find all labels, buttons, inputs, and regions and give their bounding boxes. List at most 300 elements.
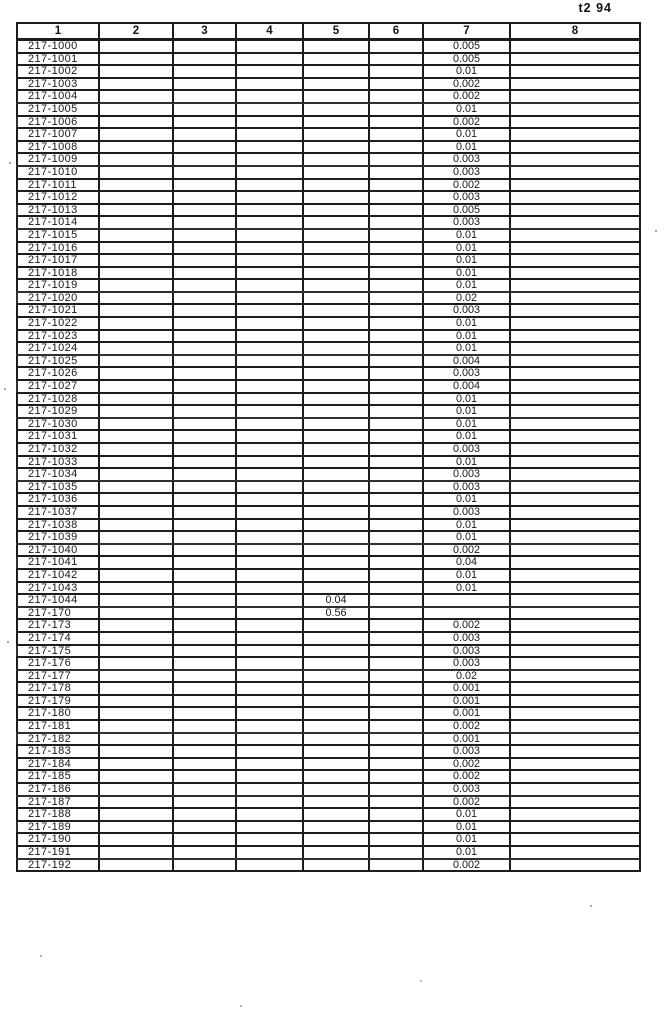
row-id-cell: 217-1028 [17, 393, 99, 406]
table-row [17, 821, 640, 834]
row-id-cell: 217-1005 [17, 103, 99, 116]
data-cell [236, 594, 303, 607]
table-row [17, 405, 640, 418]
data-cell [99, 783, 173, 796]
data-cell [369, 65, 423, 78]
data-cell [510, 733, 640, 746]
table-header-row [17, 23, 640, 40]
data-cell [99, 317, 173, 330]
data-cell [99, 833, 173, 846]
data-cell: 0.003 [423, 632, 510, 645]
data-cell [236, 670, 303, 683]
row-id-cell: 217-1010 [17, 166, 99, 179]
data-cell [173, 506, 236, 519]
data-cell [236, 720, 303, 733]
data-cell [236, 758, 303, 771]
data-cell [303, 619, 369, 632]
data-cell [369, 317, 423, 330]
data-cell [236, 796, 303, 809]
data-cell [369, 456, 423, 469]
data-cell [173, 393, 236, 406]
data-cell [99, 103, 173, 116]
row-id-cell: 217-1025 [17, 355, 99, 368]
data-cell [369, 128, 423, 141]
data-cell [173, 330, 236, 343]
data-cell [99, 330, 173, 343]
data-cell: 0.01 [423, 430, 510, 443]
data-cell [99, 720, 173, 733]
data-cell [369, 179, 423, 192]
data-cell [173, 770, 236, 783]
data-cell [510, 783, 640, 796]
data-cell [173, 745, 236, 758]
table-row [17, 330, 640, 343]
data-cell [510, 103, 640, 116]
data-cell [303, 393, 369, 406]
data-cell: 0.002 [423, 758, 510, 771]
data-cell [510, 65, 640, 78]
data-cell [369, 544, 423, 557]
data-cell [303, 242, 369, 255]
data-cell [173, 166, 236, 179]
data-cell [173, 179, 236, 192]
data-cell: 0.002 [423, 116, 510, 129]
data-cell [236, 544, 303, 557]
row-id-cell: 217-1015 [17, 229, 99, 242]
table-row [17, 141, 640, 154]
data-cell [99, 544, 173, 557]
data-cell [510, 707, 640, 720]
data-cell [236, 292, 303, 305]
row-id-cell: 217-188 [17, 808, 99, 821]
row-id-cell: 217-181 [17, 720, 99, 733]
data-cell [99, 116, 173, 129]
data-cell [369, 733, 423, 746]
data-cell [173, 430, 236, 443]
data-cell [369, 304, 423, 317]
row-id-cell: 217-177 [17, 670, 99, 683]
data-cell: 0.001 [423, 733, 510, 746]
data-cell [369, 833, 423, 846]
data-cell: 0.004 [423, 355, 510, 368]
data-cell [369, 632, 423, 645]
data-cell [510, 506, 640, 519]
data-cell [369, 279, 423, 292]
table-row [17, 657, 640, 670]
data-cell [510, 619, 640, 632]
data-cell [369, 116, 423, 129]
data-cell [173, 418, 236, 431]
row-id-cell: 217-1040 [17, 544, 99, 557]
data-cell [303, 304, 369, 317]
data-cell [369, 204, 423, 217]
data-cell [303, 720, 369, 733]
data-cell [510, 430, 640, 443]
data-cell [173, 53, 236, 66]
data-cell [99, 456, 173, 469]
row-id-cell: 217-1029 [17, 405, 99, 418]
data-cell [99, 468, 173, 481]
table-row [17, 304, 640, 317]
data-cell: 0.04 [303, 594, 369, 607]
table-row [17, 808, 640, 821]
row-id-cell: 217-1013 [17, 204, 99, 217]
data-cell [173, 78, 236, 91]
data-cell [510, 304, 640, 317]
data-cell [369, 796, 423, 809]
data-cell [303, 695, 369, 708]
data-cell: 0.01 [423, 279, 510, 292]
data-cell [303, 342, 369, 355]
data-cell [510, 216, 640, 229]
data-cell [510, 443, 640, 456]
data-cell [303, 645, 369, 658]
data-cell [303, 330, 369, 343]
data-cell [303, 380, 369, 393]
data-cell [510, 128, 640, 141]
table-row [17, 380, 640, 393]
data-cell [369, 242, 423, 255]
data-cell [99, 279, 173, 292]
data-cell: 0.01 [423, 65, 510, 78]
data-cell: 0.001 [423, 682, 510, 695]
data-cell [510, 720, 640, 733]
data-cell [236, 65, 303, 78]
data-cell [303, 796, 369, 809]
table-row [17, 153, 640, 166]
data-cell [99, 254, 173, 267]
data-cell [510, 78, 640, 91]
data-cell [510, 468, 640, 481]
data-cell [236, 556, 303, 569]
data-cell: 0.004 [423, 380, 510, 393]
data-cell [369, 569, 423, 582]
data-cell [99, 670, 173, 683]
data-cell [236, 317, 303, 330]
data-cell [236, 179, 303, 192]
data-cell [369, 846, 423, 859]
row-id-cell: 217-1023 [17, 330, 99, 343]
data-cell [369, 443, 423, 456]
row-id-cell: 217-1016 [17, 242, 99, 255]
data-cell [510, 254, 640, 267]
table-row [17, 833, 640, 846]
row-id-cell: 217-190 [17, 833, 99, 846]
data-cell: 0.003 [423, 367, 510, 380]
data-cell: 0.01 [423, 330, 510, 343]
data-cell [236, 430, 303, 443]
table-row [17, 204, 640, 217]
data-cell [423, 594, 510, 607]
data-cell [369, 745, 423, 758]
data-cell [173, 204, 236, 217]
row-id-cell: 217-174 [17, 632, 99, 645]
data-cell [236, 342, 303, 355]
row-id-cell: 217-192 [17, 859, 99, 872]
data-cell [173, 443, 236, 456]
table-row [17, 367, 640, 380]
data-cell [99, 519, 173, 532]
table-row [17, 355, 640, 368]
data-cell [303, 745, 369, 758]
data-cell [236, 733, 303, 746]
data-cell [173, 292, 236, 305]
data-cell: 0.003 [423, 745, 510, 758]
data-cell [303, 846, 369, 859]
data-cell [173, 544, 236, 557]
data-cell [236, 304, 303, 317]
data-cell [236, 833, 303, 846]
data-cell: 0.002 [423, 179, 510, 192]
data-cell: 0.01 [423, 229, 510, 242]
data-cell [369, 859, 423, 872]
data-cell [510, 569, 640, 582]
table-row [17, 279, 640, 292]
data-cell [236, 770, 303, 783]
column-header-4: 4 [236, 23, 303, 40]
data-cell [173, 582, 236, 595]
data-cell [236, 393, 303, 406]
column-header-5: 5 [303, 23, 369, 40]
data-cell: 0.003 [423, 191, 510, 204]
data-cell [236, 481, 303, 494]
data-cell [303, 405, 369, 418]
table-row [17, 783, 640, 796]
data-cell [173, 141, 236, 154]
row-id-cell: 217-1001 [17, 53, 99, 66]
data-cell [99, 179, 173, 192]
data-cell [510, 456, 640, 469]
row-id-cell: 217-189 [17, 821, 99, 834]
table-row [17, 745, 640, 758]
row-id-cell: 217-1022 [17, 317, 99, 330]
data-cell [369, 531, 423, 544]
data-cell: 0.002 [423, 720, 510, 733]
data-cell [173, 783, 236, 796]
data-cell [236, 808, 303, 821]
data-cell: 0.01 [423, 342, 510, 355]
data-cell [303, 833, 369, 846]
data-cell [510, 758, 640, 771]
data-cell [173, 645, 236, 658]
data-cell [236, 619, 303, 632]
data-cell [236, 506, 303, 519]
data-cell [303, 783, 369, 796]
data-cell [369, 153, 423, 166]
data-cell [303, 128, 369, 141]
table-row [17, 607, 640, 620]
data-cell: 0.002 [423, 619, 510, 632]
data-cell [99, 128, 173, 141]
data-cell [303, 317, 369, 330]
row-id-cell: 217-191 [17, 846, 99, 859]
table-row [17, 191, 640, 204]
row-id-cell: 217-173 [17, 619, 99, 632]
data-cell: 0.003 [423, 783, 510, 796]
data-cell: 0.001 [423, 707, 510, 720]
data-cell [369, 418, 423, 431]
data-cell [510, 556, 640, 569]
table-row [17, 493, 640, 506]
table-row [17, 582, 640, 595]
row-id-cell: 217-1003 [17, 78, 99, 91]
data-cell [510, 582, 640, 595]
data-cell [99, 355, 173, 368]
data-cell [510, 695, 640, 708]
table-row [17, 859, 640, 872]
data-cell [369, 556, 423, 569]
row-id-cell: 217-176 [17, 657, 99, 670]
data-cell [369, 481, 423, 494]
data-cell [173, 493, 236, 506]
data-cell [303, 216, 369, 229]
data-cell [303, 531, 369, 544]
data-cell [99, 153, 173, 166]
row-id-cell: 217-1018 [17, 267, 99, 280]
data-cell [99, 682, 173, 695]
data-cell [99, 821, 173, 834]
data-cell: 0.003 [423, 304, 510, 317]
table-row [17, 544, 640, 557]
data-cell [236, 456, 303, 469]
data-cell [369, 141, 423, 154]
table-row [17, 720, 640, 733]
data-cell [99, 204, 173, 217]
data-cell [303, 204, 369, 217]
data-cell [99, 405, 173, 418]
data-cell [510, 267, 640, 280]
data-cell [369, 645, 423, 658]
data-cell [173, 846, 236, 859]
page-label: t2 94 [578, 1, 612, 15]
data-cell [303, 682, 369, 695]
data-cell [510, 292, 640, 305]
data-cell: 0.01 [423, 103, 510, 116]
table-row [17, 166, 640, 179]
data-cell [99, 342, 173, 355]
row-id-cell: 217-1026 [17, 367, 99, 380]
data-cell [173, 191, 236, 204]
data-cell [236, 330, 303, 343]
data-cell [99, 645, 173, 658]
data-cell [173, 594, 236, 607]
table-row [17, 267, 640, 280]
data-cell [303, 191, 369, 204]
data-cell [510, 229, 640, 242]
table-row [17, 393, 640, 406]
data-cell [303, 456, 369, 469]
data-cell [303, 418, 369, 431]
data-cell: 0.003 [423, 506, 510, 519]
table-row [17, 481, 640, 494]
data-cell [99, 556, 173, 569]
data-cell [99, 493, 173, 506]
table-row [17, 342, 640, 355]
data-cell [303, 65, 369, 78]
data-cell [369, 720, 423, 733]
data-cell [369, 594, 423, 607]
table-row [17, 645, 640, 658]
row-id-cell: 217-184 [17, 758, 99, 771]
data-cell [99, 430, 173, 443]
data-cell [99, 141, 173, 154]
data-cell [303, 657, 369, 670]
table-row [17, 569, 640, 582]
row-id-cell: 217-187 [17, 796, 99, 809]
data-cell: 0.01 [423, 242, 510, 255]
data-cell [173, 254, 236, 267]
row-id-cell: 217-1021 [17, 304, 99, 317]
data-cell [510, 393, 640, 406]
data-cell [369, 90, 423, 103]
data-cell [303, 141, 369, 154]
data-cell [369, 695, 423, 708]
table-row [17, 40, 640, 53]
data-cell: 0.01 [423, 254, 510, 267]
data-cell: 0.005 [423, 53, 510, 66]
data-cell [236, 821, 303, 834]
data-cell [510, 594, 640, 607]
data-cell [173, 632, 236, 645]
data-cell [369, 292, 423, 305]
row-id-cell: 217-1044 [17, 594, 99, 607]
data-cell [173, 859, 236, 872]
data-cell [303, 707, 369, 720]
table-row [17, 443, 640, 456]
data-cell [369, 707, 423, 720]
data-cell [173, 116, 236, 129]
data-cell [369, 78, 423, 91]
table-row [17, 456, 640, 469]
data-cell [510, 242, 640, 255]
row-id-cell: 217-1012 [17, 191, 99, 204]
data-cell [236, 682, 303, 695]
data-cell [369, 657, 423, 670]
data-cell: 0.01 [423, 317, 510, 330]
row-id-cell: 217-1009 [17, 153, 99, 166]
data-cell [369, 40, 423, 53]
data-cell [303, 481, 369, 494]
data-cell [236, 582, 303, 595]
data-cell [173, 519, 236, 532]
table-row [17, 103, 640, 116]
data-cell [303, 443, 369, 456]
data-cell: 0.002 [423, 544, 510, 557]
data-cell [510, 40, 640, 53]
data-cell [510, 141, 640, 154]
table-row [17, 506, 640, 519]
data-cell [99, 607, 173, 620]
row-id-cell: 217-1027 [17, 380, 99, 393]
table-row [17, 242, 640, 255]
data-cell [236, 607, 303, 620]
data-cell [99, 418, 173, 431]
table-row [17, 733, 640, 746]
data-cell [236, 569, 303, 582]
data-cell [99, 304, 173, 317]
data-cell [303, 254, 369, 267]
table-row [17, 682, 640, 695]
table-row [17, 531, 640, 544]
data-cell [236, 103, 303, 116]
data-cell [236, 40, 303, 53]
data-cell [369, 670, 423, 683]
row-id-cell: 217-1007 [17, 128, 99, 141]
table-body [17, 40, 640, 872]
data-cell [236, 632, 303, 645]
data-cell [303, 582, 369, 595]
data-cell [173, 405, 236, 418]
